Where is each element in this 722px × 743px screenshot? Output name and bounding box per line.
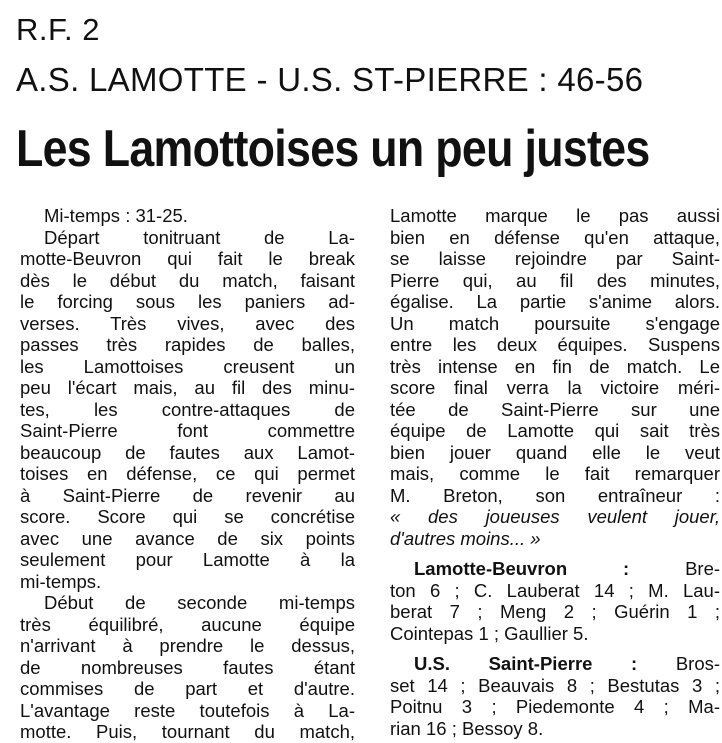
body-line: Départ tonitruant de La- xyxy=(44,226,355,248)
body-line: motte-Beuvron qui fait le break xyxy=(20,248,355,269)
body-line: à Saint-Pierre de revenir au xyxy=(20,484,355,506)
stpierre-scorers-line: rian 16 ; Bessoy 8. xyxy=(390,717,544,739)
body-line: équipe de Lamotte qui sait très xyxy=(390,420,720,441)
article-column-left xyxy=(20,205,355,743)
body-line: mi-temps. xyxy=(20,570,102,592)
body-line: très intense en fin de match. Le xyxy=(390,355,720,377)
halftime-score: Mi-temps : 31-25. xyxy=(44,205,188,226)
stpierre-scorers-start: Bros- xyxy=(675,653,721,674)
body-line: score. Score qui se concrétise xyxy=(20,506,355,527)
lamotte-team-name: Lamotte-Beuvron : xyxy=(414,558,630,579)
body-line: n'arrivant à prendre le dessus, xyxy=(20,635,355,656)
body-line: entre les deux équipes. Suspens xyxy=(390,334,720,355)
stpierre-team-name: U.S. Saint-Pierre : xyxy=(414,653,638,674)
spacer xyxy=(390,549,720,558)
article-column-right xyxy=(390,205,720,739)
body-line: score final verra la victoire méri- xyxy=(390,377,720,398)
lamotte-scorers-line: ton 6 ; C. Lauberat 14 ; M. Lau- xyxy=(390,579,720,601)
body-line: Un match poursuite s'engage xyxy=(390,312,720,334)
body-line: passes très rapides de balles, xyxy=(20,334,355,355)
stpierre-scorers-line: Poitnu 3 ; Piedemonte 4 ; Ma- xyxy=(390,696,720,717)
stpierre-scorers-line: set 14 ; Beauvais 8 ; Bestutas 3 ; xyxy=(390,674,720,696)
body-line: beaucoup de fautes aux Lamot- xyxy=(20,441,355,463)
coach-quote-line: d'autres moins... » xyxy=(390,527,541,549)
lamotte-scorers-start: Bre- xyxy=(685,558,721,579)
body-line: mais, comme le fait remarquer xyxy=(390,463,720,484)
body-line: très équilibré, aucune équipe xyxy=(20,613,355,635)
body-line: motte. Puis, tournant du match, xyxy=(20,721,355,742)
coach-quote-line: « des joueuses veulent jouer, xyxy=(390,506,720,527)
body-line: commises de part et d'autre. xyxy=(20,678,355,699)
body-line: Début de seconde mi-temps xyxy=(44,592,355,613)
lamotte-scorers-line xyxy=(390,558,720,580)
body-line: L'avantage reste toutefois à La- xyxy=(20,699,355,721)
body-line: égalise. La partie s'anime alors. xyxy=(390,291,720,312)
body-line: Pierre qui, au fil des minutes, xyxy=(390,269,720,291)
body-line: les Lamottoises creusent un xyxy=(20,355,355,377)
spacer xyxy=(390,644,720,653)
lamotte-scorers-line: berat 7 ; Meng 2 ; Guérin 1 ; xyxy=(390,601,720,622)
body-line: avec une avance de six points xyxy=(20,527,355,549)
section-kicker: R.F. 2 xyxy=(16,12,100,47)
body-line: verses. Très vives, avec des xyxy=(20,312,355,334)
body-line: Lamotte marque le pas aussi xyxy=(390,205,720,226)
body-line: bien en défense qu'en attaque, xyxy=(390,226,720,248)
body-line: tée de Saint-Pierre sur une xyxy=(390,398,720,420)
stpierre-scorers-line xyxy=(390,653,720,675)
body-line: dès le début du match, faisant xyxy=(20,269,355,291)
body-line: seulement pour Lamotte à la xyxy=(20,549,355,570)
lamotte-scorers-line: Cointepas 1 ; Gaullier 5. xyxy=(390,622,589,644)
body-line: le forcing sous les paniers ad- xyxy=(20,291,355,312)
body-line: de nombreuses fautes étant xyxy=(20,656,355,678)
body-line: se laisse rejoindre par Saint- xyxy=(390,248,720,269)
body-line: Saint-Pierre font commettre xyxy=(20,420,355,441)
body-line: toises en défense, ce qui permet xyxy=(20,463,355,484)
body-line: tes, les contre-attaques de xyxy=(20,398,355,420)
body-line: peu l'écart mais, au fil des minu- xyxy=(20,377,355,398)
match-score-line: A.S. LAMOTTE - U.S. ST-PIERRE : 46-56 xyxy=(16,61,644,98)
headline: Les Lamottoises un peu justes xyxy=(16,120,650,178)
body-line: bien jouer quand elle le veut xyxy=(390,441,720,463)
body-line: M. Breton, son entraîneur : xyxy=(390,484,720,506)
